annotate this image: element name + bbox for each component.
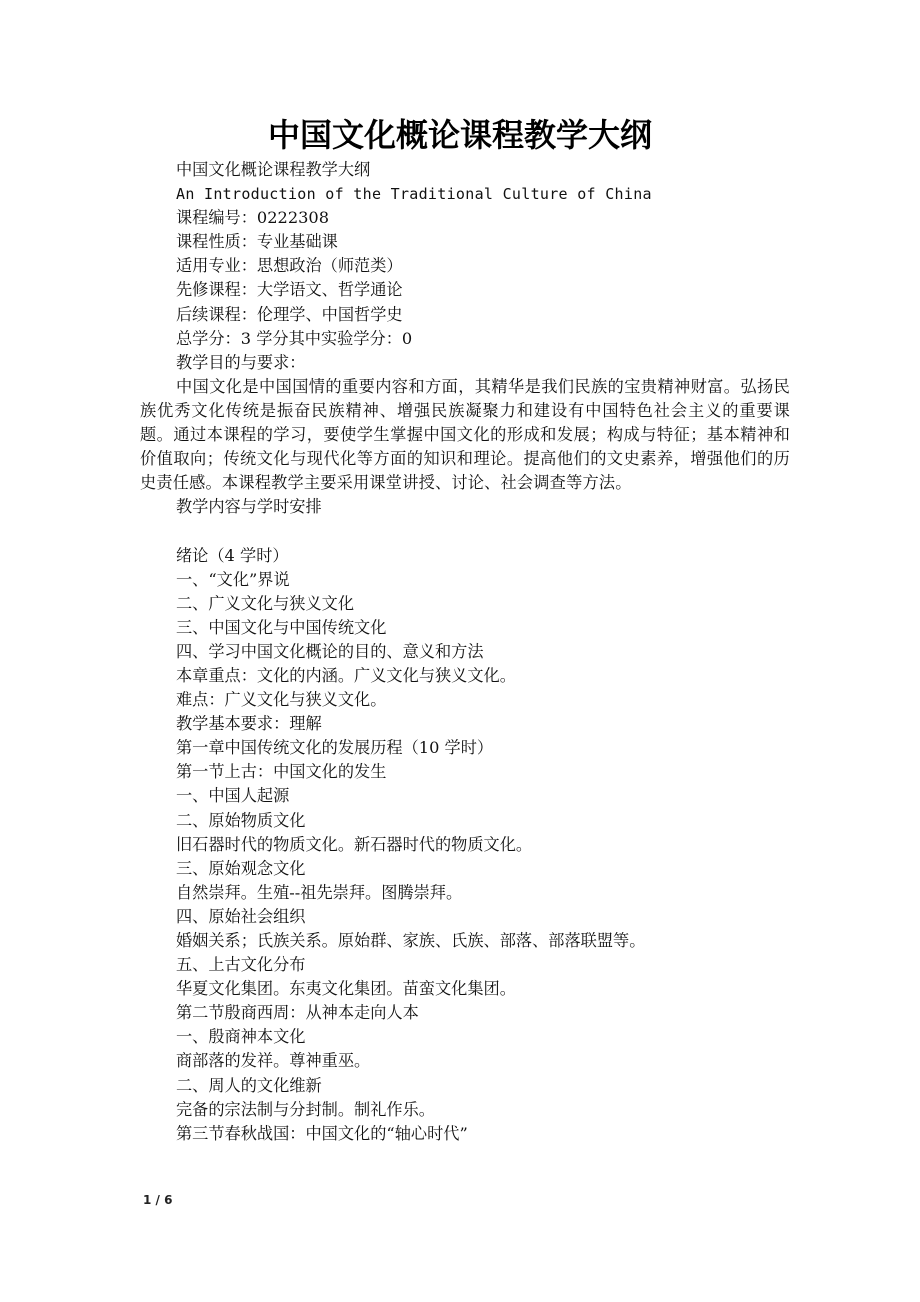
- outline-line: 婚姻关系；氏族关系。原始群、家族、氏族、部落、部落联盟等。: [176, 931, 646, 950]
- outline-line: 一、“文化”界说: [176, 569, 290, 589]
- outline-line: 四、学习中国文化概论的目的、意义和方法: [176, 641, 484, 661]
- outline-line: 二、周人的文化维新: [176, 1075, 322, 1095]
- outline-line: 完备的宗法制与分封制。制礼作乐。: [176, 1099, 435, 1119]
- page-number: 1 / 6: [143, 1193, 173, 1207]
- outline-line: 华夏文化集团。东夷文化集团。苗蛮文化集团。: [176, 979, 516, 999]
- outline-line: 四、原始社会组织: [176, 906, 306, 926]
- outline-line: 商部落的发祥。尊神重巫。: [176, 1051, 371, 1071]
- outline-line: 五、上古文化分布: [176, 955, 306, 975]
- outline-line: 第二节殷商西周：从神本走向人本: [176, 1003, 419, 1023]
- outline-line: 一、中国人起源: [176, 786, 290, 806]
- outline-line: 教学基本要求：理解: [176, 714, 322, 734]
- outline-line: 三、原始观念文化: [176, 858, 306, 878]
- course-nature: 课程性质：专业基础课: [176, 232, 338, 252]
- outline-line: 第一节上古：中国文化的发生: [176, 762, 387, 782]
- outline-line: 一、殷商神本文化: [176, 1027, 306, 1047]
- outline-line: 本章重点：文化的内涵。广义文化与狭义文化。: [176, 665, 516, 685]
- outline-line: 绪论（4 学时）: [176, 545, 289, 565]
- applicable-major: 适用专业：思想政治（师范类）: [176, 256, 403, 276]
- content-heading: 教学内容与学时安排: [176, 497, 322, 517]
- outline-line: 三、中国文化与中国传统文化: [176, 617, 387, 637]
- objectives-paragraph: 中国文化是中国国情的重要内容和方面，其精华是我们民族的宝贵精神财富。弘扬民族优秀文化传统是振奋民族精神、增强民族凝聚力和建设有中国特色社会主义的重要课题。通过本课程的学习，要使学生掌握中国文化的形成和发展；构成与特征；基本精神和价值取向；传统文化与现代化等方面的知识和理论。提高他们的文史素养，增强他们的历史责任感。本课程教学主要采用课堂讲授、讨论、社会调查等方法。: [140, 376, 790, 493]
- outline-line: 第三节春秋战国：中国文化的“轴心时代”: [176, 1123, 468, 1143]
- subtitle-chinese: 中国文化概论课程教学大纲: [176, 160, 371, 179]
- follow-up-courses: 后续课程：伦理学、中国哲学史: [176, 304, 403, 324]
- blank-line: [140, 519, 790, 543]
- outline-line: 旧石器时代的物质文化。新石器时代的物质文化。: [176, 834, 533, 854]
- document-title: 中国文化概论课程教学大纲: [267, 116, 652, 154]
- subtitle-english: An Introduction of the Traditional Culture of China: [176, 185, 652, 204]
- prerequisite-courses: 先修课程：大学语文、哲学通论: [176, 280, 403, 300]
- outline-line: 自然崇拜。生殖--祖先崇拜。图腾崇拜。: [176, 882, 463, 902]
- outline-line: 第一章中国传统文化的发展历程（10 学时）: [176, 738, 494, 758]
- objectives-heading: 教学目的与要求：: [176, 352, 306, 372]
- outline-line: 二、广义文化与狭义文化: [176, 593, 355, 613]
- outline-line: 难点：广义文化与狭义文化。: [176, 690, 387, 710]
- document-body: [140, 158, 790, 1146]
- outline-line: 二、原始物质文化: [176, 810, 306, 830]
- total-credits: 总学分：3 学分其中实验学分：0: [176, 328, 413, 348]
- course-code: 课程编号：0222308: [176, 208, 330, 228]
